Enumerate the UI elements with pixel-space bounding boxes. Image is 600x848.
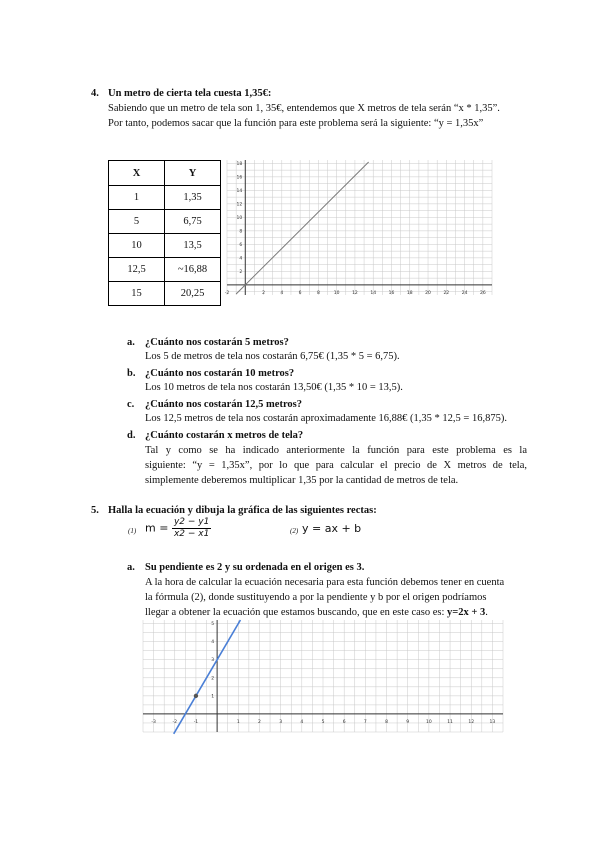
item-a-line3 xyxy=(145,605,488,620)
table-row xyxy=(109,234,221,258)
formula-2-label: (2) xyxy=(290,527,299,535)
y-tick-label: 10 xyxy=(236,215,243,221)
question-d-answer-line3: simplemente deberemos multiplicar 1,35 por la cantidad de metros de tela. xyxy=(145,475,459,486)
table-header-row xyxy=(109,161,221,186)
y-tick-label: 12 xyxy=(236,202,243,208)
series-line xyxy=(236,162,369,294)
section-4-number: 4. xyxy=(91,88,99,99)
x-tick-label: 10 xyxy=(426,719,432,725)
x-tick-label: 24 xyxy=(461,290,468,296)
y-tick-label: 2 xyxy=(211,676,215,682)
y-tick-label: 2 xyxy=(239,269,243,275)
y-tick-label: 16 xyxy=(236,175,243,181)
table-cell: 6,75 xyxy=(165,210,221,234)
table-row xyxy=(109,258,221,282)
question-c-letter: c. xyxy=(127,399,135,410)
table-cell: 1,35 xyxy=(165,186,221,210)
x-tick-label: 16 xyxy=(388,290,395,296)
table-cell: 13,5 xyxy=(165,234,221,258)
x-tick-label: 4 xyxy=(280,290,284,296)
x-tick-label: 22 xyxy=(443,290,450,296)
x-tick-label: 6 xyxy=(342,719,346,725)
question-b-text: ¿Cuánto nos costarán 10 metros? xyxy=(145,368,295,379)
table-cell: 5 xyxy=(109,210,165,234)
x-tick-label: -3 xyxy=(151,719,156,725)
item-a-line3-end: . xyxy=(485,607,488,618)
x-tick-label: 14 xyxy=(370,290,377,296)
item-a-line2: la fórmula (2), donde sustituyendo a por la pendiente y b por el origen podríamos xyxy=(145,592,487,603)
x-tick-label: -2 xyxy=(172,719,178,725)
section-4-intro-line1: Sabiendo que un metro de tela son 1, 35€, entendemos que X metros de tela serán “x * 1,35”. xyxy=(108,103,500,114)
question-d-text: ¿Cuánto costarán x metros de tela? xyxy=(145,430,304,441)
question-d-answer-line2: siguiente: “y = 1,35x”, por lo que para calcular el precio de X metros de tela, xyxy=(145,460,527,471)
x-tick-label: 26 xyxy=(479,290,486,296)
x-tick-label: 8 xyxy=(316,290,320,296)
section-5-title: Halla la ecuación y dibuja la gráfica de las siguientes rectas: xyxy=(108,505,377,516)
y-tick-label: 4 xyxy=(211,640,215,646)
x-tick-label: 7 xyxy=(363,719,367,725)
item-a-letter: a. xyxy=(127,562,135,573)
data-point xyxy=(194,694,198,698)
y-tick-label: 14 xyxy=(236,188,243,194)
x-tick-label: 10 xyxy=(333,290,340,296)
x-tick-label: 1 xyxy=(236,719,240,725)
x-tick-label: 11 xyxy=(447,719,453,725)
item-a-line3-start: llegar a obtener la ecuación que estamos buscando, que en este caso es: xyxy=(145,607,448,618)
formula-1-lhs: m = xyxy=(145,521,169,535)
x-tick-label: 2 xyxy=(258,719,261,725)
y-tick-label: 4 xyxy=(239,256,243,262)
formula-1-numerator: y2 − y1 xyxy=(173,517,210,527)
section-4-title: Un metro de cierta tela cuesta 1,35€: xyxy=(108,88,272,99)
formula-1 xyxy=(145,517,211,540)
x-tick-label: 6 xyxy=(298,290,302,296)
formula-1-fraction xyxy=(172,517,211,540)
item-a-equation: y=2x + 3 xyxy=(447,607,486,618)
table-cell: ~16,88 xyxy=(165,258,221,282)
x-tick-label: 2 xyxy=(262,290,265,296)
formula-1-label: (1) xyxy=(128,527,137,535)
formula-1-denominator: x2 − x1 xyxy=(173,529,210,539)
y-tick-label: 6 xyxy=(239,242,243,248)
y-tick-label: 3 xyxy=(211,658,215,664)
y-tick-label: 8 xyxy=(239,229,243,235)
x-tick-label: 12 xyxy=(468,719,475,725)
series-line xyxy=(174,620,241,734)
x-tick-label: 13 xyxy=(489,719,496,725)
item-a-title: Su pendiente es 2 y su ordenada en el origen es 3. xyxy=(145,562,365,573)
question-a-text: ¿Cuánto nos costarán 5 metros? xyxy=(145,337,289,348)
y-tick-label: 18 xyxy=(236,161,243,167)
question-d-letter: d. xyxy=(127,430,136,441)
question-a-letter: a. xyxy=(127,337,135,348)
table-header-y: Y xyxy=(165,161,221,186)
x-tick-label: 20 xyxy=(425,290,431,296)
table-cell: 15 xyxy=(109,282,165,306)
x-tick-label: 12 xyxy=(352,290,358,296)
table-header-x: X xyxy=(109,161,165,186)
x-tick-label: 5 xyxy=(321,719,325,725)
formula-2: y = ax + b xyxy=(302,522,362,535)
section-5-number: 5. xyxy=(91,505,99,516)
x-tick-label: 18 xyxy=(406,290,413,296)
linear-function-chart-1 xyxy=(224,160,492,296)
table-cell: 10 xyxy=(109,234,165,258)
table-row xyxy=(109,210,221,234)
linear-function-chart-2 xyxy=(143,620,503,732)
table-cell: 20,25 xyxy=(165,282,221,306)
item-a-line1: A la hora de calcular la ecuación necesaria para esta función debemos tener en cuenta xyxy=(145,577,505,588)
table-row xyxy=(109,186,221,210)
x-tick-label: 8 xyxy=(385,719,388,725)
xy-table xyxy=(108,160,221,306)
x-tick-label: 4 xyxy=(300,719,304,725)
question-a-answer: Los 5 de metros de tela nos costarán 6,75€ (1,35 * 5 = 6,75). xyxy=(145,351,400,362)
y-tick-label: 1 xyxy=(211,694,215,700)
section-4-intro-line2: Por tanto, podemos sacar que la función para este problema será la siguiente: “y = 1,35x” xyxy=(108,118,484,129)
x-tick-label: 9 xyxy=(406,719,410,725)
question-c-text: ¿Cuánto nos costarán 12,5 metros? xyxy=(145,399,303,410)
question-b-answer: Los 10 metros de tela nos costarán 13,50€ (1,35 * 10 = 13,5). xyxy=(145,382,403,393)
table-cell: 12,5 xyxy=(109,258,165,282)
x-tick-label: -1 xyxy=(193,719,199,725)
y-tick-label: 5 xyxy=(211,622,215,628)
x-tick-label: -2 xyxy=(224,290,230,296)
question-d-answer-line1: Tal y como se ha indicado anteriormente la función para este problema es la xyxy=(145,445,527,456)
table-row xyxy=(109,282,221,306)
x-tick-label: 3 xyxy=(279,719,283,725)
table-cell: 1 xyxy=(109,186,165,210)
question-c-answer: Los 12,5 metros de tela nos costarán aproximadamente 16,88€ (1,35 * 12,5 = 16,875). xyxy=(145,413,507,424)
question-b-letter: b. xyxy=(127,368,136,379)
